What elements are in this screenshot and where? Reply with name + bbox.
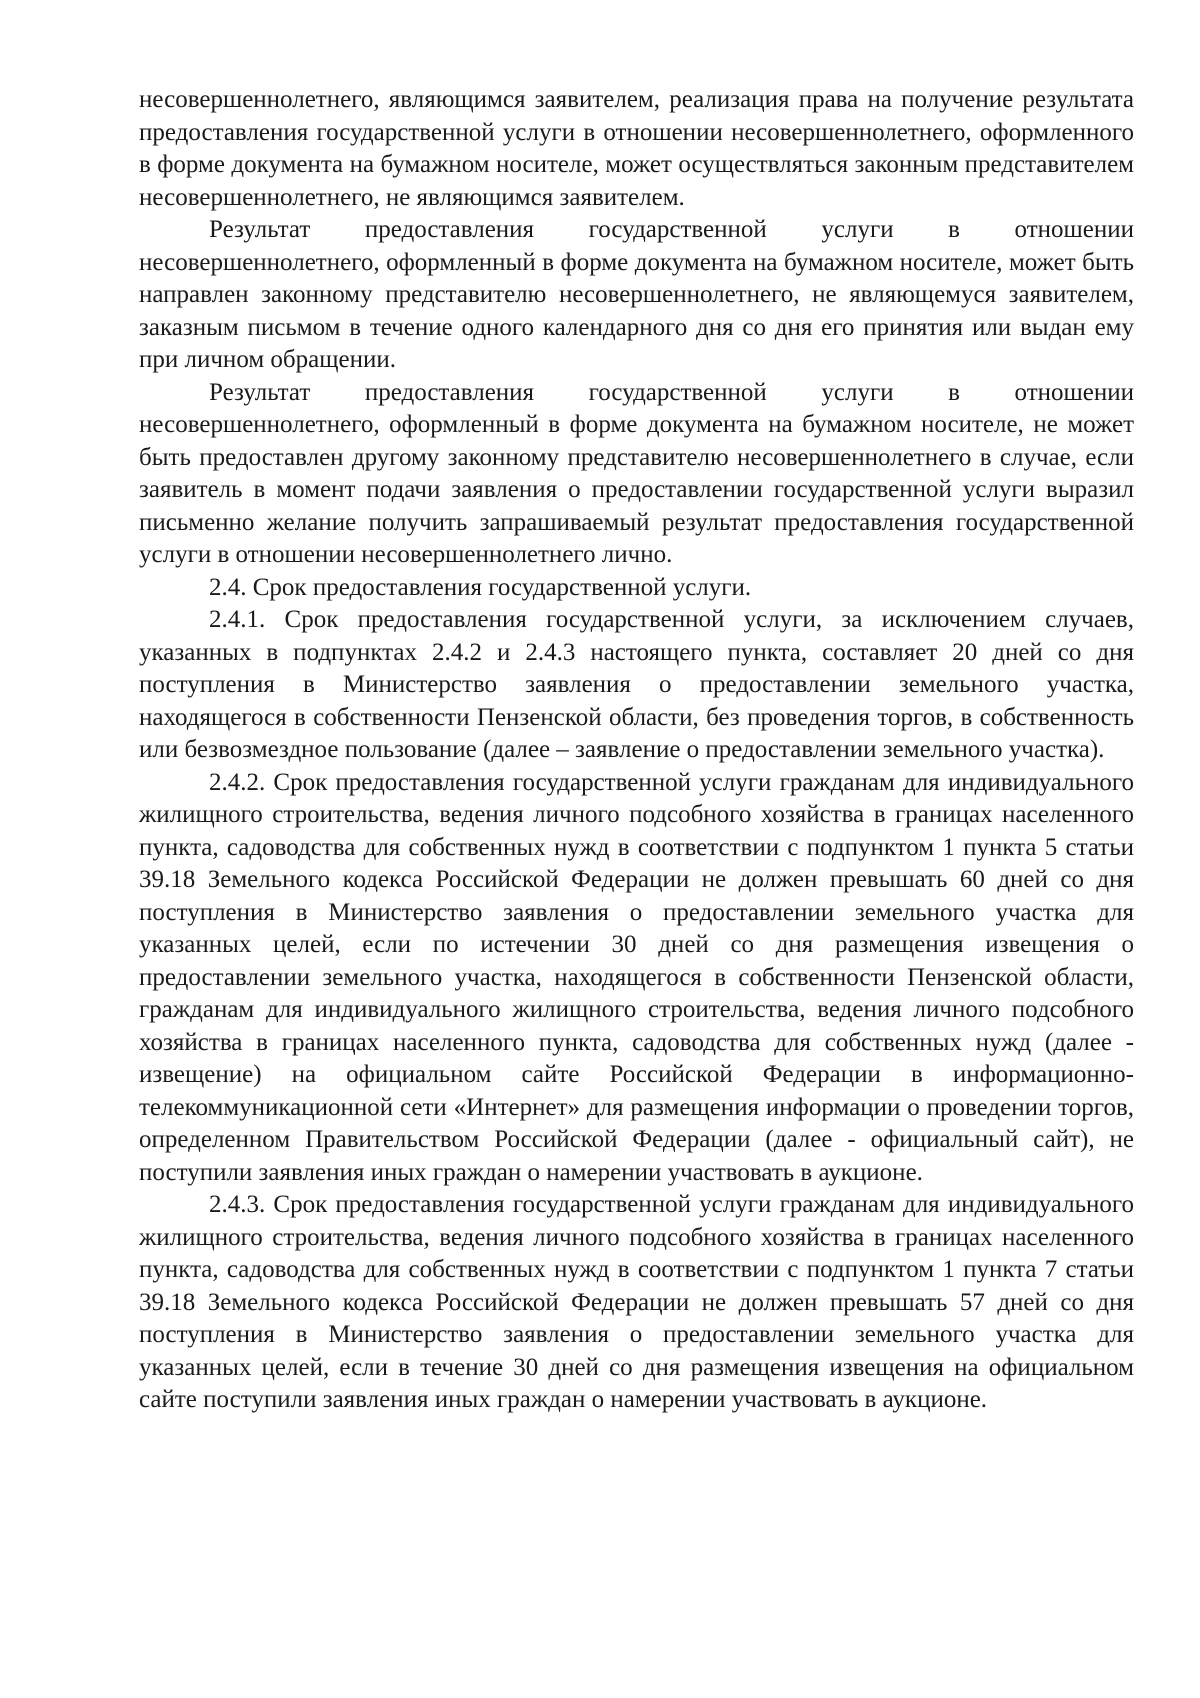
paragraph-2-4-1: 2.4.1. Срок предоставления государственной услуги, за исключением случаев, указанных в подпунктах 2.4.2 и 2.4.3 настоящего пункта, составляет 20 дней со дня поступления в Министерство заявления о предоставлении земельного участка, находящегося в собственности Пензенской области, без проведения торгов, в собственность или безвозмездное пользование (далее – заявление о предоставлении земельного участка). bbox=[139, 606, 1134, 763]
document-page bbox=[139, 84, 1134, 1417]
paragraph-continuation: несовершеннолетнего, являющимся заявителем, реализация права на получение результата предоставления государственной услуги в отношении несовершеннолетнего, оформленного в форме документа на бумажном носителе, может осуществляться законным представителем несовершеннолетнего, не являющимся заявителем. bbox=[139, 86, 1134, 211]
paragraph-2-4-2: 2.4.2. Срок предоставления государственной услуги гражданам для индивидуального жилищного строительства, ведения личного подсобного хозяйства в границах населенного пункта, садоводства для собственных нужд в соответствии с подпунктом 1 пункта 5 статьи 39.18 Земельного кодекса Российской Федерации не должен превышать 60 дней со дня поступления в Министерство заявления о предоставлении земельного участка для указанных целей, если по истечении 30 дней со дня размещения извещения о предоставлении земельного участка, находящегося в собственности Пензенской области, гражданам для индивидуального жилищного строительства, ведения личного подсобного хозяйства в границах населенного пункта, садоводства для собственных нужд (далее - извещение) на официальном сайте Российской Федерации в информационно-телекоммуникационной сети «Интернет» для размещения информации о проведении торгов, определенном Правительством Российской Федерации (далее - официальный сайт), не поступили заявления иных граждан о намерении участвовать в аукционе. bbox=[139, 768, 1134, 1186]
paragraph-2-4-3: 2.4.3. Срок предоставления государственной услуги гражданам для индивидуального жилищного строительства, ведения личного подсобного хозяйства в границах населенного пункта, садоводства для собственных нужд в соответствии с подпунктом 1 пункта 7 статьи 39.18 Земельного кодекса Российской Федерации не должен превышать 57 дней со дня поступления в Министерство заявления о предоставлении земельного участка для указанных целей, если в течение 30 дней со дня размещения извещения на официальном сайте поступили заявления иных граждан о намерении участвовать в аукционе. bbox=[139, 1191, 1134, 1413]
paragraph-result-not-provided: Результат предоставления государственной услуги в отношении несовершеннолетнего, оформленный в форме документа на бумажном носителе, не может быть предоставлен другому законному представителю несовершеннолетнего в случае, если заявитель в момент подачи заявления о предоставлении государственной услуги выразил письменно желание получить запрашиваемый результат предоставления государственной услуги в отношении несовершеннолетнего лично. bbox=[139, 378, 1134, 568]
paragraph-result-sent-to-representative: Результат предоставления государственной услуги в отношении несовершеннолетнего, оформленный в форме документа на бумажном носителе, может быть направлен законному представителю несовершеннолетнего, не являющемуся заявителем, заказным письмом в течение одного календарного дня со дня его принятия или выдан ему при личном обращении. bbox=[139, 216, 1134, 373]
section-heading-2-4: 2.4. Срок предоставления государственной услуги. bbox=[209, 573, 752, 601]
